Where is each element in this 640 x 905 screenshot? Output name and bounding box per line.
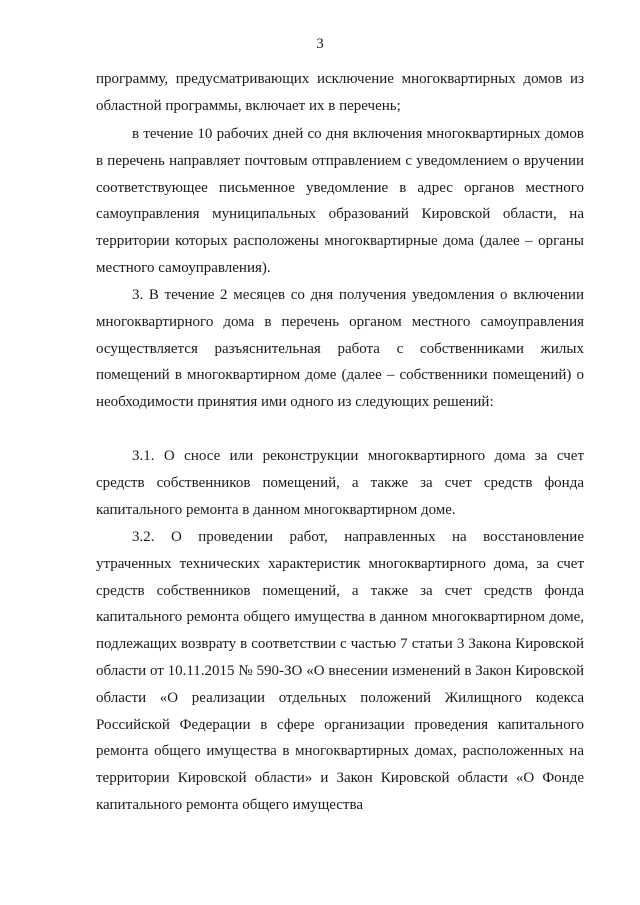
paragraph-text: 3.2. О проведении работ, направленных на восстановление утраченных технических характеристик многоквартирного дома, за счет средств собственников помещений, а также за счет средств фонда капитального ремонта общего имущества в данном многоквартирном доме, подлежащих возврату в соответствии с частью 7 статьи 3 Закона Кировской области от 10.11.2015 № 590-ЗО «О внесении изменений в Закон Кировской области «О реализации отдельных положений Жилищного кодекса Российской Федерации в сфере организации проведения капитального ремонта общего имущества в многоквартирных домах, расположенных на территории Кировской области» и Закон Кировской области «О Фонде капитального ремонта общего имущества (96, 529, 584, 813)
paragraph-item-3 (96, 282, 584, 416)
paragraph-text: 3.1. О сносе или реконструкции многоквартирного дома за счет средств собственников помещений, а также за счет средств фонда капитального ремонта в данном многоквартирном доме. (96, 448, 584, 518)
paragraph-continuation (96, 66, 584, 120)
paragraph-item-3-2 (96, 524, 584, 819)
paragraph-notification (96, 121, 584, 282)
page-number: 3 (316, 36, 324, 52)
paragraph-text: 3. В течение 2 месяцев со дня получения уведомления о включении многоквартирного дома в перечень органом местного самоуправления осуществляется разъяснительная работа с собственниками жилых помещений в многоквартирном доме (далее – собственники помещений) о необходимости принятия ими одного из следующих решений: (96, 287, 584, 411)
paragraph-text: программу, предусматривающих исключение многоквартирных домов из областной программы, включает их в перечень; (96, 71, 584, 114)
paragraph-item-3-1 (96, 443, 584, 523)
paragraph-text: в течение 10 рабочих дней со дня включения многоквартирных домов в перечень направляет почтовым отправлением с уведомлением о вручении соответствующее письменное уведомление в адрес органов местного самоуправления муниципальных образований Кировской области, на территории которых расположены многоквартирные дома (далее – органы местного самоуправления). (96, 126, 584, 276)
